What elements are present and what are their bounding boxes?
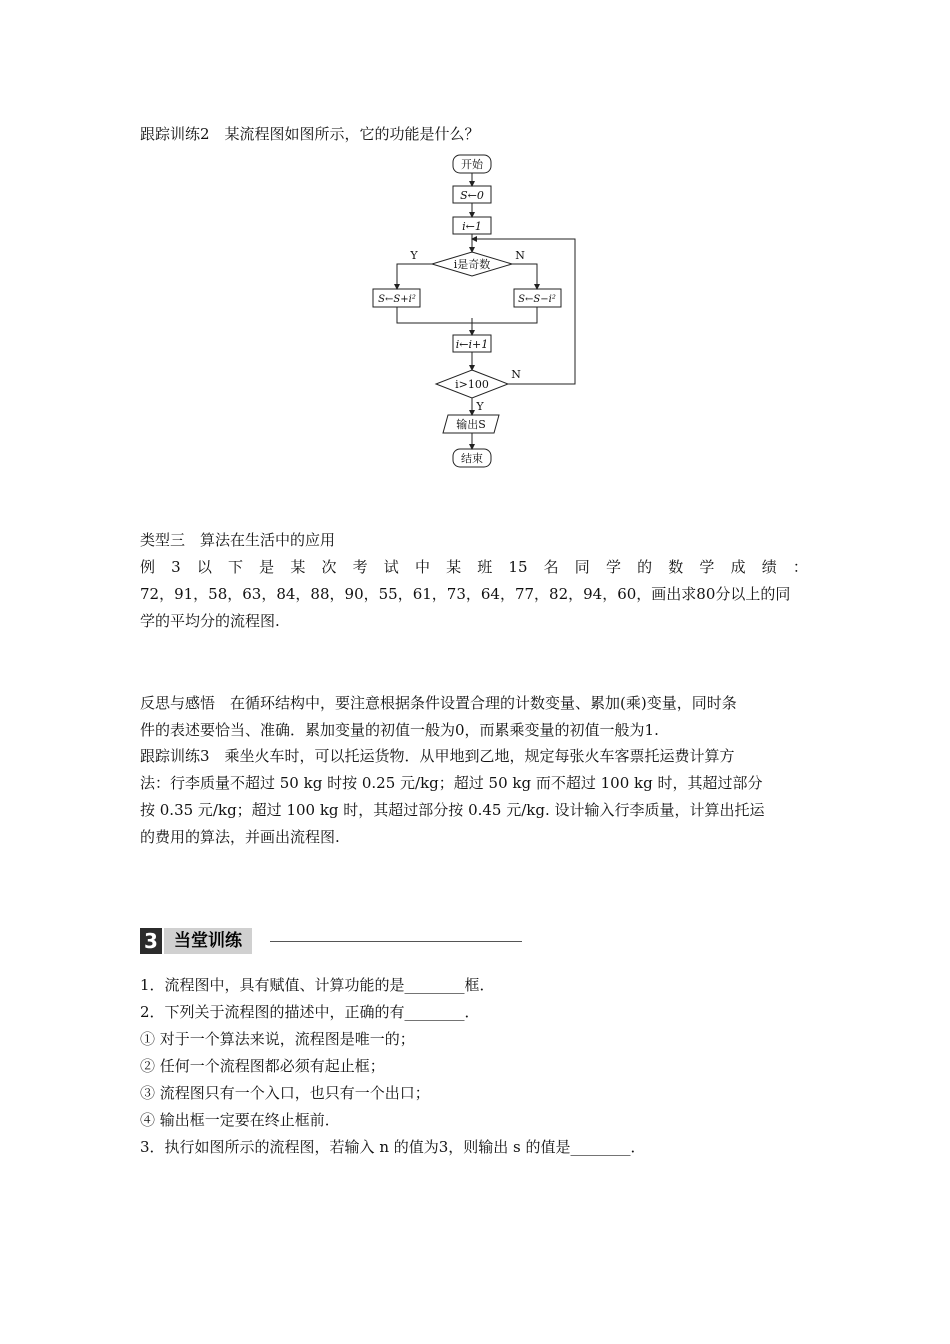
section-number: 3: [140, 928, 162, 954]
option-4: ④ 输出框一定要在终止框前．: [140, 1111, 340, 1129]
example-token: ：: [792, 558, 808, 576]
no2-label: N: [511, 368, 521, 381]
example-token: 绩: [761, 558, 777, 576]
exercise3-line4: 的费用的算法，并画出流程图.: [140, 828, 340, 846]
example-token: 15: [508, 558, 528, 576]
section-header: [140, 928, 522, 954]
question-2: 2．下列关于流程图的描述中，正确的有________．: [140, 1003, 480, 1021]
end-label: 结束: [461, 452, 483, 465]
example-token: 某: [446, 558, 462, 576]
type3-heading: 类型三 算法在生活中的应用: [140, 531, 336, 549]
s-init-label: S←0: [460, 189, 484, 202]
example-token: 同: [574, 558, 590, 576]
example-token: 名: [543, 558, 559, 576]
example3-line3: 学的平均分的流程图.: [140, 612, 280, 630]
example-token: 3: [171, 558, 181, 576]
option-1: ① 对于一个算法来说，流程图是唯一的；: [140, 1030, 415, 1048]
option-2: ② 任何一个流程图都必须有起止框；: [140, 1057, 385, 1075]
example-token: 成: [730, 558, 746, 576]
add-label: S←S+i²: [378, 294, 416, 305]
example-token: 某: [290, 558, 306, 576]
i-init-label: i←1: [462, 220, 482, 233]
exercise3-line2: 法：行李质量不超过 50 kg 时按 0.25 元/kg；超过 50 kg 而不超过 100 kg 时，其超过部分: [140, 774, 763, 792]
exercise-2-title: 跟踪训练2 某流程图如图所示，它的功能是什么？: [140, 125, 480, 143]
example-token: 中: [414, 558, 430, 576]
sub-label: S←S−i²: [518, 294, 556, 305]
example3-line1: [140, 557, 808, 577]
reflection-line2: 件的表述要恰当、准确．累加变量的初值一般为0，而累乘变量的初值一般为1.: [140, 721, 659, 739]
question-3: 3．执行如图所示的流程图，若输入 n 的值为3，则输出 s 的值是________．: [140, 1138, 646, 1156]
example-token: 次: [321, 558, 337, 576]
example-token: 考: [352, 558, 368, 576]
yes2-label: Y: [476, 400, 484, 413]
inc-label: i←i+1: [455, 338, 489, 351]
example3-line2: 72，91，58，63，84，88，90，55，61，73，64，77，82，94，60，画出求80分以上的同: [140, 585, 791, 603]
odd-label: i是奇数: [453, 258, 491, 271]
example-token: 的: [637, 558, 653, 576]
example-token: 是: [259, 558, 275, 576]
output-label: 输出S: [456, 418, 486, 431]
example-token: 以: [196, 558, 212, 576]
section-title: 当堂训练: [164, 928, 252, 954]
no1-label: N: [515, 249, 525, 262]
example-token: 试: [383, 558, 399, 576]
section-rule: [270, 941, 522, 942]
example-token: 下: [228, 558, 244, 576]
example-token: 班: [477, 558, 493, 576]
example-token: 数: [668, 558, 684, 576]
reflection-line1: 反思与感悟 在循环结构中，要注意根据条件设置合理的计数变量、累加(乘)变量，同时条: [140, 694, 737, 712]
exercise3-line3: 按 0.35 元/kg；超过 100 kg 时，其超过部分按 0.45 元/kg. 设计输入行李质量，计算出托运: [140, 801, 765, 819]
example-token: 例: [140, 558, 156, 576]
exercise3-line1: 跟踪训练3 乘坐火车时，可以托运货物．从甲地到乙地，规定每张火车客票托运费计算方: [140, 747, 735, 765]
limit-label: i>100: [455, 378, 489, 391]
start-label: 开始: [461, 158, 483, 171]
yes1-label: Y: [410, 249, 418, 262]
option-3: ③ 流程图只有一个入口，也只有一个出口；: [140, 1084, 430, 1102]
example-token: 学: [605, 558, 621, 576]
flowchart: [0, 0, 950, 500]
question-1: 1．流程图中，具有赋值、计算功能的是________框．: [140, 976, 495, 994]
example-token: 学: [699, 558, 715, 576]
